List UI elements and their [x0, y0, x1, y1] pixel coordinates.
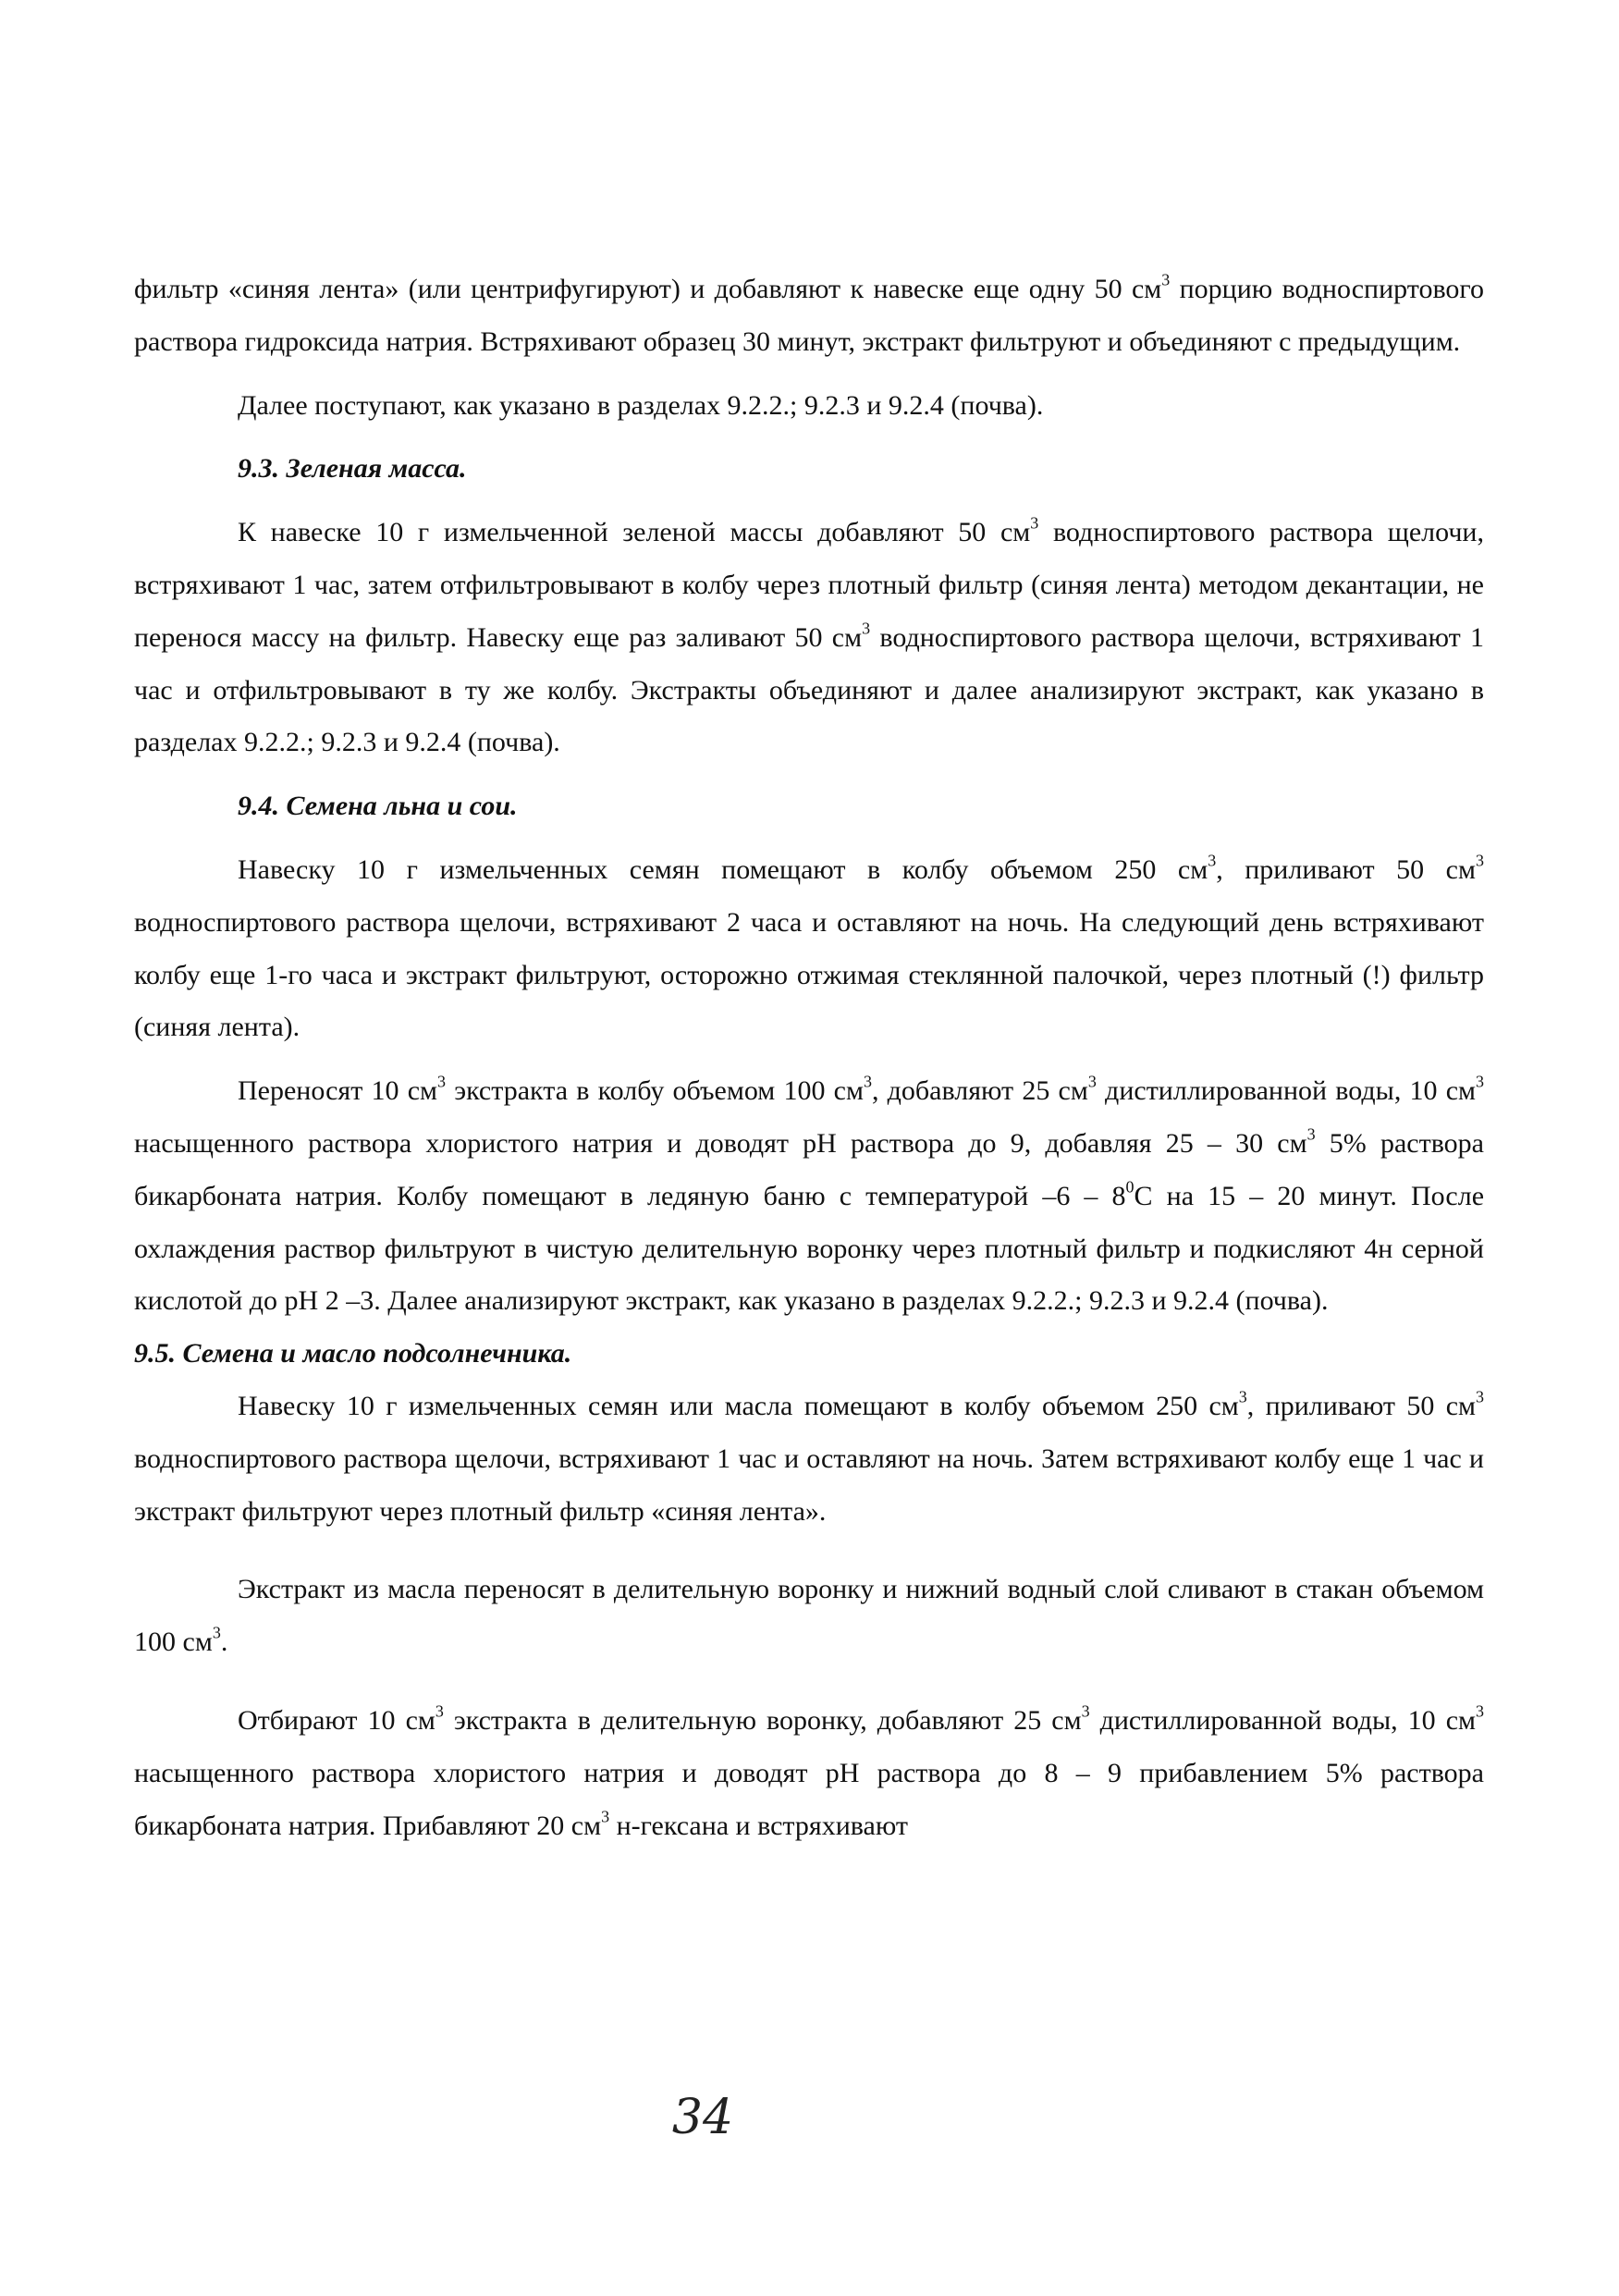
paragraph-extract-transfer: Переносят 10 $см^3$ экстракта в колбу объемом 100 $см^3$, добавляют 25 $см^3$ дистиллированной воды, 10 $см^3$ насыщенного раствора хлористого натрия и доводят pH раствора до 9, добавляя 25 – 30 $см^3$ 5% раствора бикарбоната натрия. Колбу помещают в ледяную баню с температурой $-6 - 8^0С$ на 15 – 20 минут. После охлаждения раствор фильтруют в чистую делительную воронку через плотный фильтр и подкисляют 4н серной кислотой до pH 2 –3. Далее анализируют экстракт, как указано в разделах 9.2.2.; 9.2.3 и 9.2.4 (почва).: [134, 1072, 1485, 1317]
paragraph-sunflower: Навеску 10 г измельченных семян или масла помещают в колбу объемом 250 $см^3$, приливают 50 $см^3$ водноспиртового раствора щелочи, встряхивают 1 час и оставляют на ночь. Затем встряхивают колбу еще 1 час и экстракт фильтруют через плотный фильтр «синяя лента».: [134, 1387, 1484, 1527]
paragraph-flax-soy-seeds: Навеску 10 г измельченных семян помещают в колбу объемом 250 $см^3$, приливают 50 $см^3$ водноспиртового раствора щелочи, встряхивают 2 часа и оставляют на ночь. На следующий день встряхивают колбу еще 1-го часа и экстракт фильтруют, осторожно отжимая стеклянной палочкой, через плотный (!) фильтр (синяя лента).: [134, 851, 1484, 1043]
section-heading-9-4: 9.4. Семена льна и сои.: [238, 791, 518, 822]
paragraph-aliquot: Отбирают 10 $см^3$ экстракта в делительную воронку, добавляют 25 $см^3$ дистиллированной воды, 10 $см^3$ насыщенного раствора хлористого натрия и доводят pH раствора до 8 – 9 прибавлением 5% раствора бикарбоната натрия. Прибавляют 20 $см^3$ н-гексана и встряхивают: [134, 1701, 1484, 1841]
section-heading-9-5: 9.5. Семена и масло подсолнечника.: [134, 1338, 572, 1369]
section-heading-9-3: 9.3. Зеленая масса.: [238, 453, 467, 485]
body-text: [134, 264, 1484, 1852]
paragraph-filter-continuation: фильтр «синяя лента» (или центрифугируют) и добавляют к навеске еще одну 50 $см^3$ порцию водноспиртового раствора гидроксида натрия. Встряхивают образец 30 минут, экстракт фильтруют и объединяют с предыдущим.: [134, 270, 1484, 357]
paragraph-green-mass: К навеске 10 г измельченной зеленой массы добавляют 50 $см^3$ водноспиртового раствора щелочи, встряхивают 1 час, затем отфильтровывают в колбу через плотный фильтр (синяя лента) методом декантации, не перенося массу на фильтр. Навеску еще раз заливают 50 $см^3$ водноспиртового раствора щелочи, встряхивают 1 час и отфильтровывают в ту же колбу. Экстракты объединяют и далее анализируют экстракт, как указано в разделах 9.2.2.; 9.2.3 и 9.2.4 (почва).: [134, 513, 1484, 758]
page-number: 34: [671, 2090, 734, 2145]
paragraph-oil-extract: Экстракт из масла переносят в делительную воронку и нижний водный слой сливают в стакан объемом 100 $см^3$.: [134, 1574, 1484, 1658]
paragraph-further-steps: Далее поступают, как указано в разделах 9.2.2.; 9.2.3 и 9.2.4 (почва).: [238, 389, 1044, 421]
